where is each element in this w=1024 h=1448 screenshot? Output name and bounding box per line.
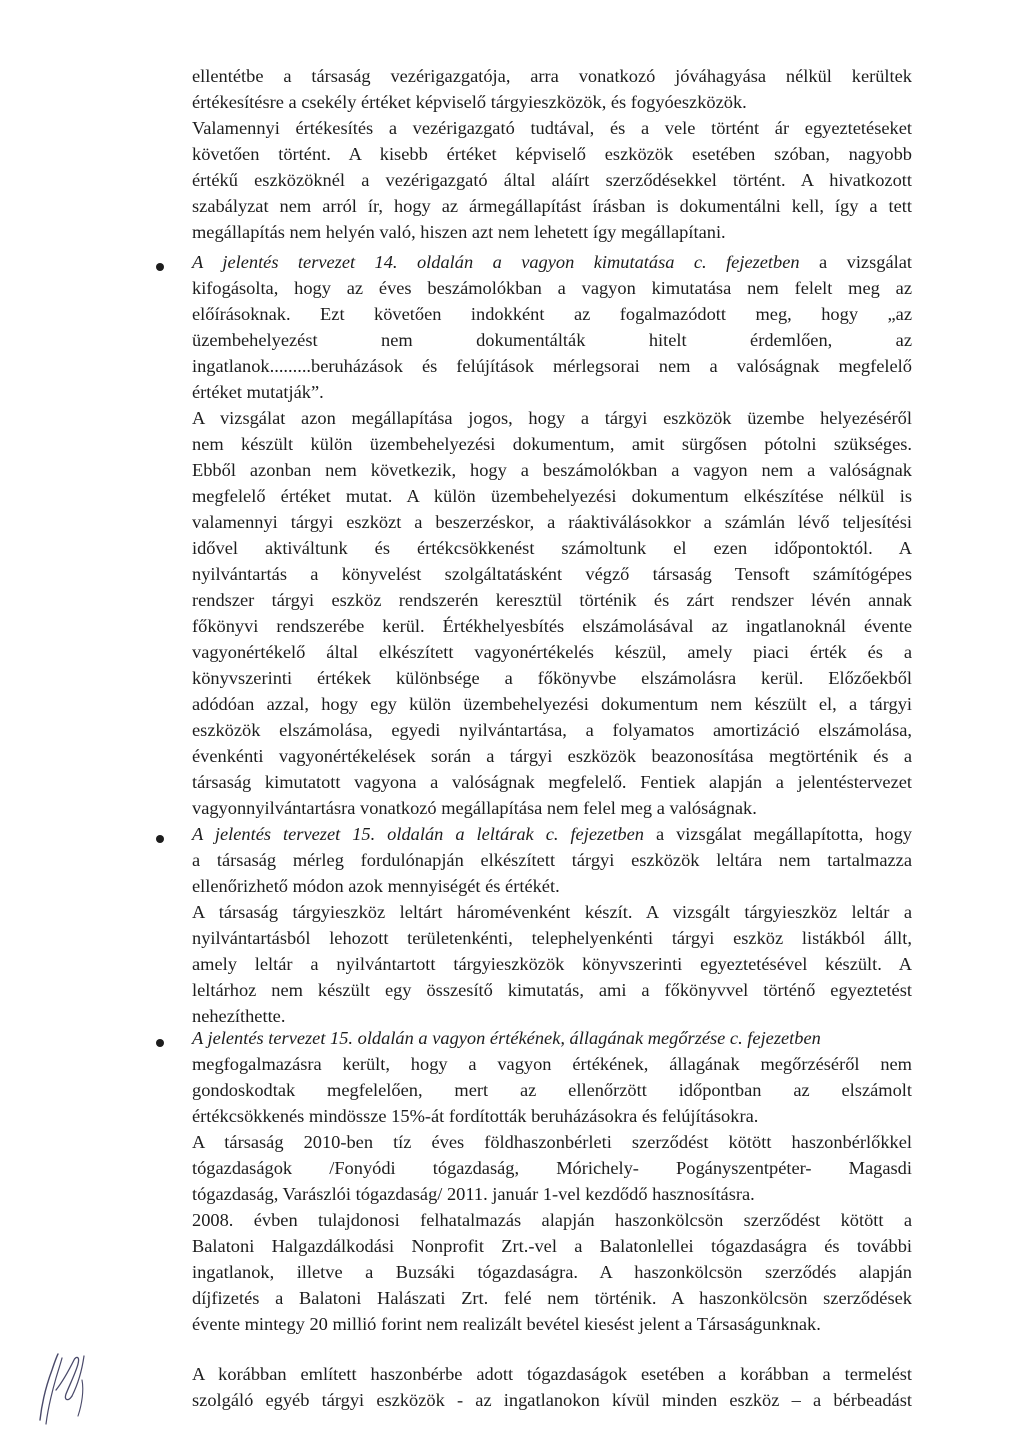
- text-line: ingatlanok.........beruházások és felújítások mérlegsorai nem a valóságnak megfelelő: [192, 356, 912, 376]
- text-line: értékcsökkenés mindössze 15%-át fordították beruházásokra és felújításokra.: [192, 1106, 759, 1126]
- text-line: A vizsgálat azon megállapítása jogos, hogy a tárgyi eszközök üzembe helyezéséről: [192, 408, 912, 428]
- bullet-heading-italic: A jelentés tervezet 14. oldalán a vagyon kimutatása c. fejezetben: [192, 252, 800, 272]
- text-line: tógazdaság, Varászlói tógazdaság/ 2011. január 1-vel kezdődő hasznosításra.: [192, 1184, 755, 1204]
- text-line: a társaság mérleg fordulónapján elkészített tárgyi eszközök leltára nem tartalmazza: [192, 850, 912, 870]
- bullet-heading-italic: A jelentés tervezet 15. oldalán a vagyon értékének, állagának megőrzése c. fejezetben: [192, 1028, 821, 1048]
- text-line: nyilvántartásból lehozott területenkénti, telephelyenkénti tárgyi eszköz listákból állt,: [192, 928, 912, 948]
- text-line: követően történt. A kisebb értéket képviselő eszközök esetében szóban, nagyobb: [192, 144, 912, 164]
- text-line: nyilvántartás a könyvelést szolgáltatásként végző társaság Tensoft számítógépes: [192, 564, 912, 584]
- text-line: ellenőrizhető módon azok mennyiségét és értékét.: [192, 876, 560, 896]
- text-line: értékesítésre a csekély értéket képviselő tárgyieszközök, és fogyóeszközök.: [192, 92, 747, 112]
- bullet-heading: [192, 250, 912, 275]
- text-line: ellentétbe a társaság vezérigazgatója, arra vonatkozó jóváhagyása nélkül kerültek: [192, 66, 912, 86]
- text-line: eszközök elszámolása, egyedi nyilvántartása, a folyamatos amortizáció elszámolása,: [192, 720, 912, 740]
- text-line: évente mintegy 20 millió forint nem realizált bevétel kiesést jelent a Társaságunknak.: [192, 1314, 821, 1334]
- bullet-heading: [192, 822, 912, 847]
- text-line: idővel aktiváltunk és értékcsökkenést számoltunk el ezen időpontoktól. A: [192, 538, 912, 558]
- bullet-heading-rest: a vizsgálat megállapította, hogy: [643, 824, 912, 844]
- text-line: értéket mutatják”.: [192, 382, 324, 402]
- text-line: könyvszerinti értékek különbsége a főkönyvbe elszámolásra kerül. Előzőekből: [192, 668, 912, 688]
- text-line: adódóan azzal, hogy egy külön üzembehelyezési dokumentum nem készült el, a tárgyi: [192, 694, 912, 714]
- text-line: nehezíthette.: [192, 1006, 286, 1026]
- text-line: főkönyvi rendszerébe kerül. Értékhelyesbítés elszámolásával az ingatlanoknál évente: [192, 616, 912, 636]
- bullet-heading-italic: A jelentés tervezet 15. oldalán a leltárak c. fejezetben: [192, 824, 644, 844]
- handwritten-signature: [26, 1350, 98, 1428]
- text-line: rendszer tárgyi eszköz rendszerén keresztül történik és zárt rendszer lévén annak: [192, 590, 912, 610]
- text-line: kifogásolta, hogy az éves beszámolókban a vagyon kimutatása nem felelt meg az: [192, 278, 912, 298]
- text-line: megfelelő értéket mutat. A külön üzembehelyezési dokumentum elkészítése nélkül is: [192, 486, 912, 506]
- bullet-marker: [156, 1039, 164, 1047]
- text-line: Valamennyi értékesítés a vezérigazgató tudtával, és a vele történt ár egyeztetéseket: [192, 118, 912, 138]
- bullet-heading-rest: a vizsgálat: [799, 252, 912, 272]
- text-line: 2008. évben tulajdonosi felhatalmazás alapján haszonkölcsön szerződést kötött a: [192, 1210, 912, 1230]
- text-line: A korábban említett haszonbérbe adott tógazdaságok esetében a korábban a termelést: [192, 1364, 912, 1384]
- text-line: tógazdaságok /Fonyódi tógazdaság, Mórichely- Pogányszentpéter- Magasdi: [192, 1158, 912, 1178]
- text-line: nem készült külön üzembehelyezési dokumentum, amit sürgősen pótolni szükséges.: [192, 434, 912, 454]
- text-line: előírásoknak. Ezt követően indokként az fogalmazódott meg, hogy „az: [192, 304, 912, 324]
- text-line: leltárhoz nem készült egy összesítő kimutatás, ami a főkönyvvel történő egyeztetést: [192, 980, 912, 1000]
- text-line: gondoskodtak megfelelően, mert az ellenőrzött időpontban az elszámolt: [192, 1080, 912, 1100]
- text-line: valamennyi tárgyi eszközt a beszerzéskor, a ráaktiválásokkor a számlán lévő teljesítési: [192, 512, 912, 532]
- bullet-marker: [156, 263, 164, 271]
- text-line: szabályzat nem arról ír, hogy az ármegállapítást írásban is dokumentálni kell, így a tett: [192, 196, 912, 216]
- bullet-marker: [156, 835, 164, 843]
- text-line: szolgáló egyéb tárgyi eszközök - az ingatlanokon kívül minden eszköz – a bérbeadást: [192, 1390, 912, 1410]
- text-line: Ebből azonban nem következik, hogy a beszámolókban a vagyon nem a valóságnak: [192, 460, 912, 480]
- text-line: értékű eszközöknél a vezérigazgató által aláírt szerződésekkel történt. A hivatkozott: [192, 170, 912, 190]
- text-line: vagyonnyilvántartásra vonatkozó megállapítása nem felel meg a valóságnak.: [192, 798, 757, 818]
- text-line: díjfizetés a Balatoni Halászati Zrt. felé nem történik. A haszonkölcsön szerződések: [192, 1288, 912, 1308]
- text-line: A társaság 2010-ben tíz éves földhaszonbérleti szerződést kötött haszonbérlőkkel: [192, 1132, 912, 1152]
- text-line: évenkénti vagyonértékelések során a tárgyi eszközök beazonosítása megtörténik és a: [192, 746, 912, 766]
- bullet-heading: [192, 1026, 912, 1051]
- text-line: amely leltár a nyilvántartott tárgyieszközök könyvszerinti egyeztetésével készült. A: [192, 954, 912, 974]
- text-line: A társaság tárgyieszköz leltárt háromévenként készít. A vizsgált tárgyieszköz leltár a: [192, 902, 912, 922]
- text-line: vagyonértékelő által elkészített vagyonértékelés készül, amely piaci érték és a: [192, 642, 912, 662]
- text-line: megállapítás nem helyén való, hiszen azt nem lehetett így megállapítani.: [192, 222, 726, 242]
- text-line: Balatoni Halgazdálkodási Nonprofit Zrt.-vel a Balatonlellei tógazdaságra és további: [192, 1236, 912, 1256]
- text-line: társaság kimutatott vagyona a valóságnak megfelelő. Fentiek alapján a jelentéstervezet: [192, 772, 912, 792]
- text-line: megfogalmazásra került, hogy a vagyon értékének, állagának megőrzéséről nem: [192, 1054, 912, 1074]
- text-line: ingatlanok, illetve a Buzsáki tógazdaságra. A haszonkölcsön szerződés alapján: [192, 1262, 912, 1282]
- text-line: üzembehelyezést nem dokumentálták hitelt érdemlően, az: [192, 330, 912, 350]
